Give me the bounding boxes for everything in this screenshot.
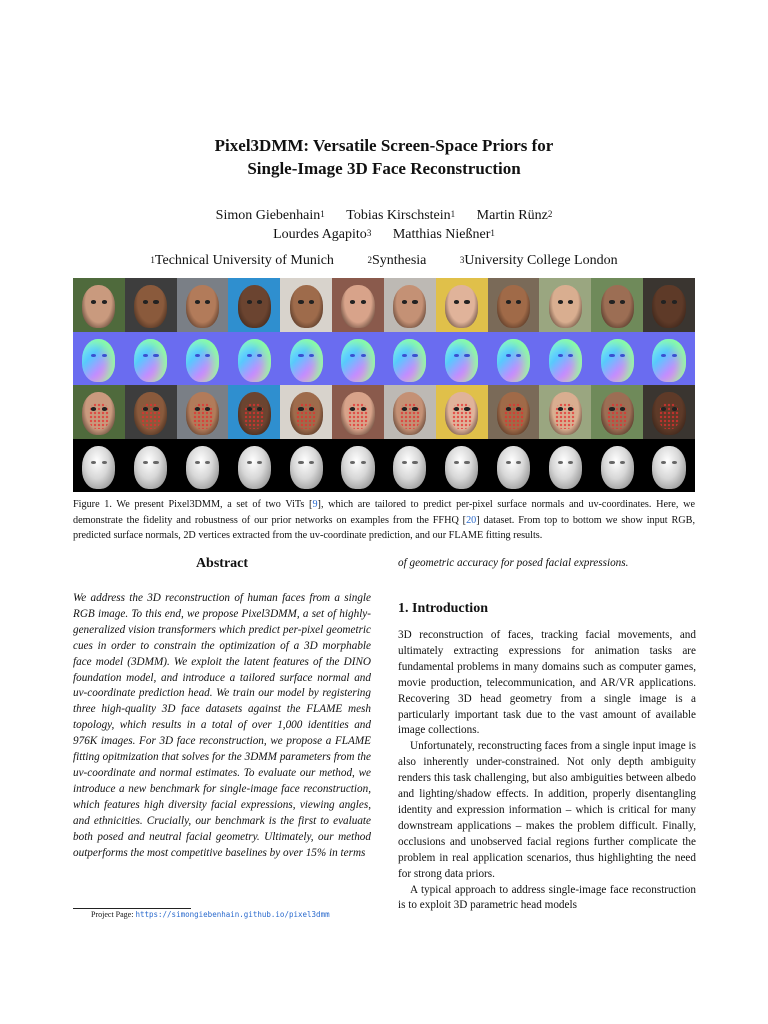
face-image <box>238 446 271 489</box>
figure-cell-input-rgb <box>177 278 229 332</box>
figure-cell-uv-vertices <box>280 385 332 439</box>
face-image <box>652 285 685 328</box>
face-image <box>134 339 167 382</box>
citation-link[interactable]: 20 <box>466 514 477 526</box>
section-heading-introduction: 1. Introduction <box>398 601 488 616</box>
face-image <box>393 446 426 489</box>
project-page-link[interactable]: https://simongiebenhain.github.io/pixel3dmm <box>135 910 330 919</box>
face-image <box>134 446 167 489</box>
eye <box>247 407 252 410</box>
figure-cell-flame-fitting <box>73 439 125 493</box>
face-image <box>238 339 271 382</box>
author: Lourdes Agapito$^3$ <box>273 227 372 242</box>
eye <box>298 461 303 464</box>
paragraph: A typical approach to address single-image face reconstruction is to exploit 3D parametric head models <box>398 883 696 912</box>
eye <box>361 354 366 357</box>
figure-cell-flame-fitting <box>125 439 177 493</box>
face-image <box>82 392 115 435</box>
eye <box>361 300 366 303</box>
eye <box>464 300 469 303</box>
eye <box>558 300 563 303</box>
author: Simon Giebenhain$^1$ <box>215 208 325 223</box>
eye <box>153 354 158 357</box>
eye <box>247 461 252 464</box>
figure-caption: Figure 1. We present Pixel3DMM, a set of two ViTs [9], which are tailored to predict per-pixel surface normals and uv-coordinates. Here, we demonstrate the fidelity and robustness of our prior networks on examples from the FFHQ [20] dataset. From top to bottom we show input RGB, predicted surface normals, 2D vertices extracted from the uv-coordinate prediction, and our FLAME fitting results. <box>73 499 695 541</box>
eye <box>454 300 459 303</box>
figure-cell-uv-vertices <box>125 385 177 439</box>
eye <box>402 300 407 303</box>
figure-cell-surface-normals <box>539 332 591 386</box>
eye <box>91 300 96 303</box>
figure-cell-input-rgb <box>73 278 125 332</box>
face-image <box>341 446 374 489</box>
figure-cell-flame-fitting <box>384 439 436 493</box>
abstract-heading: Abstract <box>195 556 249 571</box>
face-image <box>134 392 167 435</box>
eye <box>558 407 563 410</box>
face-image <box>238 285 271 328</box>
figure-cell-flame-fitting <box>332 439 384 493</box>
eye <box>412 354 417 357</box>
face-image <box>290 339 323 382</box>
figure-cell-surface-normals <box>436 332 488 386</box>
figure-cell-surface-normals <box>643 332 695 386</box>
eye <box>102 407 107 410</box>
face-image <box>82 446 115 489</box>
eye <box>309 300 314 303</box>
face-image <box>186 392 219 435</box>
face-image <box>341 339 374 382</box>
face-image <box>341 392 374 435</box>
face-image <box>134 285 167 328</box>
eye <box>143 300 148 303</box>
eye <box>350 300 355 303</box>
eye <box>361 461 366 464</box>
eye <box>402 407 407 410</box>
face-image <box>601 285 634 328</box>
eye <box>661 300 666 303</box>
face-image <box>290 446 323 489</box>
face-image <box>445 285 478 328</box>
eye <box>91 407 96 410</box>
eye <box>609 354 614 357</box>
figure-cell-uv-vertices <box>591 385 643 439</box>
author: Martin Rünz$^2$ <box>476 208 553 223</box>
face-image <box>393 339 426 382</box>
figure-cell-surface-normals <box>177 332 229 386</box>
figure-cell-surface-normals <box>280 332 332 386</box>
face-image <box>238 392 271 435</box>
face-image <box>393 392 426 435</box>
figure-cell-input-rgb <box>591 278 643 332</box>
figure-cell-flame-fitting <box>488 439 540 493</box>
face-image <box>652 392 685 435</box>
eye <box>298 300 303 303</box>
eye <box>102 300 107 303</box>
face-image <box>445 446 478 489</box>
footnote: Project Page: https://simongiebenhain.github.io/pixel3dmm <box>91 910 330 919</box>
eye <box>516 300 521 303</box>
author: Tobias Kirschstein$^1$ <box>346 208 456 223</box>
figure-cell-flame-fitting <box>228 439 280 493</box>
face-image <box>601 392 634 435</box>
figure-cell-surface-normals <box>488 332 540 386</box>
eye <box>568 300 573 303</box>
face-image <box>652 446 685 489</box>
eye <box>298 354 303 357</box>
figure-cell-uv-vertices <box>228 385 280 439</box>
face-image <box>497 339 530 382</box>
face-image <box>601 339 634 382</box>
eye <box>620 300 625 303</box>
eye <box>153 300 158 303</box>
eye <box>464 407 469 410</box>
figure-cell-uv-vertices <box>539 385 591 439</box>
eye <box>464 354 469 357</box>
figure-cell-input-rgb <box>228 278 280 332</box>
eye <box>257 407 262 410</box>
affiliations <box>0 252 768 270</box>
figure-cell-uv-vertices <box>177 385 229 439</box>
eye <box>661 407 666 410</box>
eye <box>672 300 677 303</box>
figure-cell-surface-normals <box>384 332 436 386</box>
face-image <box>82 285 115 328</box>
eye <box>609 407 614 410</box>
figure-cell-surface-normals <box>228 332 280 386</box>
face-image <box>549 446 582 489</box>
figure-cell-input-rgb <box>125 278 177 332</box>
figure-cell-flame-fitting <box>280 439 332 493</box>
face-image <box>393 285 426 328</box>
eye <box>102 461 107 464</box>
eye <box>361 407 366 410</box>
face-image <box>549 339 582 382</box>
eye <box>102 354 107 357</box>
face-image <box>497 446 530 489</box>
introduction-body <box>398 628 696 914</box>
eye <box>558 354 563 357</box>
face-image <box>341 285 374 328</box>
eye <box>412 407 417 410</box>
figure-cell-surface-normals <box>73 332 125 386</box>
paper-title <box>0 134 768 180</box>
paragraph: 3D reconstruction of faces, tracking facial movements, and ultimately extracting expressions for animation tasks are fundamental problems in many domains such as computer games, movie production, telecommunication, and AR/VR applications. Recovering 3D head geometry from a single image is a particularly important task due to the vast amount of available image collections. <box>398 629 696 737</box>
affiliation: $^2$Synthesia <box>367 253 427 268</box>
eye <box>350 407 355 410</box>
face-image <box>82 339 115 382</box>
citation-link[interactable]: 9 <box>312 499 318 510</box>
eye <box>609 461 614 464</box>
eye <box>506 300 511 303</box>
eye <box>558 461 563 464</box>
eye <box>672 461 677 464</box>
eye <box>153 461 158 464</box>
eye <box>205 407 210 410</box>
affiliation: $^3$University College London <box>459 253 618 268</box>
eye <box>195 300 200 303</box>
face-image <box>290 285 323 328</box>
figure-cell-surface-normals <box>332 332 384 386</box>
figure-cell-uv-vertices <box>436 385 488 439</box>
title-line-1: Pixel3DMM: Versatile Screen-Space Priors for <box>214 136 554 155</box>
eye <box>672 407 677 410</box>
face-image <box>601 446 634 489</box>
author-list <box>0 206 768 244</box>
author: Matthias Nießner$^1$ <box>392 227 495 242</box>
eye <box>620 407 625 410</box>
face-image <box>497 392 530 435</box>
eye <box>609 300 614 303</box>
face-image <box>549 392 582 435</box>
eye <box>412 461 417 464</box>
eye <box>454 407 459 410</box>
face-image <box>445 339 478 382</box>
figure-cell-uv-vertices <box>643 385 695 439</box>
figure-cell-input-rgb <box>384 278 436 332</box>
figure-cell-uv-vertices <box>488 385 540 439</box>
face-image <box>445 392 478 435</box>
affiliation: $^1$Technical University of Munich <box>150 253 334 268</box>
face-image <box>290 392 323 435</box>
face-image <box>549 285 582 328</box>
face-image <box>186 446 219 489</box>
eye <box>516 407 521 410</box>
abstract-continuation: of geometric accuracy for posed facial expressions. <box>398 557 629 569</box>
eye <box>205 300 210 303</box>
eye <box>247 300 252 303</box>
figure-cell-flame-fitting <box>539 439 591 493</box>
face-image <box>497 285 530 328</box>
figure-cell-flame-fitting <box>177 439 229 493</box>
eye <box>506 407 511 410</box>
eye <box>298 407 303 410</box>
figure-cell-input-rgb <box>488 278 540 332</box>
figure-cell-input-rgb <box>436 278 488 332</box>
face-image <box>186 339 219 382</box>
title-line-2: Single-Image 3D Face Reconstruction <box>247 159 521 178</box>
figure-cell-input-rgb <box>280 278 332 332</box>
eye <box>195 407 200 410</box>
figure-cell-surface-normals <box>591 332 643 386</box>
eye <box>247 354 252 357</box>
eye <box>464 461 469 464</box>
figure-cell-flame-fitting <box>436 439 488 493</box>
figure-cell-flame-fitting <box>643 439 695 493</box>
figure-cell-uv-vertices <box>384 385 436 439</box>
figure-cell-uv-vertices <box>332 385 384 439</box>
abstract-text: We address the 3D reconstruction of human faces from a single RGB image. To this end, we propose Pixel3DMM, a set of highly-generalized vision transformers which predict per-pixel geometric cues in order to constrain the optimization of a 3D morphable face model (3DMM). We exploit the latent features of the DINO foundation model, and introduce a tailored surface normal and uv-coordinate prediction head. We train our model by registering three high-quality 3D face datasets against the FLAME mesh topology, which results in a total of over 1,000 identities and 976K images. For 3D face reconstruction, we propose a FLAME fitting opitmization that solves for the 3DMM parameters from the uv-coordinate and normal estimates. To evaluate our method, we introduce a new benchmark for single-image face reconstruction, which features high diversity facial expressions, viewing angles, and ethnicities. Crucially, our benchmark is the first to evaluate both posed and neutral facial geometry. Ultimately, our method outperforms the most competitive baselines by over 15% in terms <box>73 592 371 859</box>
eye <box>309 407 314 410</box>
eye <box>143 407 148 410</box>
eye <box>153 407 158 410</box>
figure-cell-surface-normals <box>125 332 177 386</box>
face-image <box>652 339 685 382</box>
footnote-divider <box>73 908 191 909</box>
eye <box>257 300 262 303</box>
figure-cell-input-rgb <box>643 278 695 332</box>
figure-cell-input-rgb <box>539 278 591 332</box>
eye <box>412 300 417 303</box>
figure-cell-uv-vertices <box>73 385 125 439</box>
figure-cell-input-rgb <box>332 278 384 332</box>
face-image <box>186 285 219 328</box>
eye <box>672 354 677 357</box>
paragraph: Unfortunately, reconstructing faces from a single input image is also inherently under-constrained. Not only depth ambiguity renders this task challenging, but also ambiguities between albedo and lighting/shadow effects. In addition, properly disentangling identity and expression information – which is critical for many downstream applications – makes the problem difficult. Finally, occlusions and unobserved facial regions further complicate the problem in real application scenarios, thus highlighting the need for strong data priors. <box>398 740 696 880</box>
figure-cell-flame-fitting <box>591 439 643 493</box>
eye <box>568 407 573 410</box>
teaser-figure-grid <box>73 278 695 492</box>
